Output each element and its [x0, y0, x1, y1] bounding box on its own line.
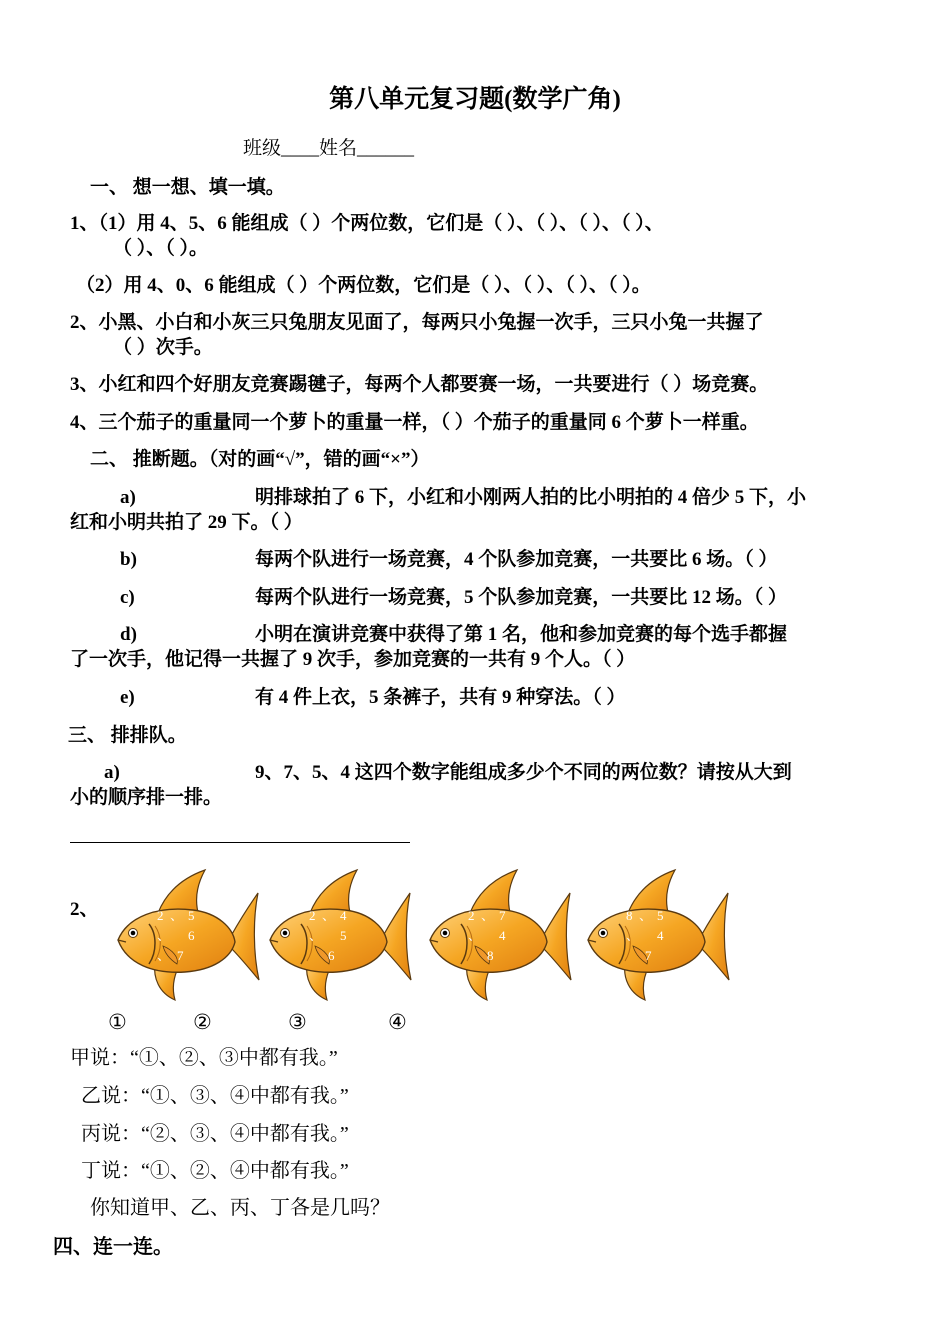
section1-heading: 一、 想一想、填一填。 — [90, 177, 285, 198]
q2-line2: （ ）次手。 — [113, 337, 213, 358]
item-d-line1: 小明在演讲竞赛中获得了第 1 名，他和参加竞赛的每个选手都握 — [255, 624, 788, 645]
fish4-n1: 8 — [626, 908, 633, 923]
class-name-line: 班级____姓名______ — [243, 138, 415, 159]
fish2-n1: 2 — [309, 908, 316, 923]
item-a-line2: 红和小明共拍了 29 下。（ ） — [70, 512, 303, 533]
fish1-n3: 6 — [188, 928, 195, 943]
s3-a-label: a) — [104, 762, 120, 783]
fish3-sep2: 、 — [468, 928, 482, 943]
fish3-n4: 8 — [487, 948, 494, 963]
item-c-label: c) — [120, 587, 135, 608]
item-a-line1: 明排球拍了 6 下，小红和小刚两人拍的比小明拍的 4 倍少 5 下，小 — [255, 487, 807, 508]
s3-q2-label: 2、 — [70, 899, 99, 920]
fish4-number: ④ — [388, 1010, 407, 1034]
q3: 3、小红和四个好朋友竞赛踢毽子，每两个人都要赛一场，一共要进行（ ）场竞赛。 — [70, 374, 769, 395]
page-title: 第八单元复习题(数学广角) — [329, 86, 621, 113]
fish1-n4: 7 — [177, 948, 184, 963]
fish3-n2: 7 — [499, 908, 506, 923]
fish2-n3: 5 — [340, 928, 347, 943]
fish4-sep2: 、 — [626, 928, 640, 943]
q2-line1: 2、小黑、小白和小灰三只兔朋友见面了，每两只小兔握一次手，三只小兔一共握了 — [70, 312, 764, 333]
fish3-sep1: 、 — [481, 908, 495, 923]
answer-line — [70, 842, 410, 843]
fish2-sep1: 、 — [322, 908, 336, 923]
item-b-line1: 每两个队进行一场竞赛，4 个队参加竞赛，一共要比 6 场。（ ） — [255, 549, 778, 570]
fish3-n3: 4 — [499, 928, 506, 943]
fish4-n3: 4 — [657, 928, 664, 943]
section4-heading: 四、连一连。 — [53, 1236, 173, 1258]
q1a-line1: 1、（1）用 4、5、6 能组成（ ）个两位数，它们是（ ）、（ ）、（ ）、（ ）、 — [70, 213, 664, 234]
fish1-sep3: 、 — [157, 948, 171, 963]
fish1-sep2: 、 — [157, 928, 171, 943]
statement-ding: 丁说：“①、②、④中都有我。” — [81, 1160, 349, 1182]
fish1-number: ① — [108, 1010, 127, 1034]
statement-jia: 甲说：“①、②、③中都有我。” — [70, 1047, 338, 1069]
section3-heading: 三、 排排队。 — [68, 725, 187, 746]
fish3-number: ③ — [288, 1010, 307, 1034]
fish3-n1: 2 — [468, 908, 475, 923]
fish1-n1: 2 — [157, 908, 164, 923]
s3-a-line1: 9、7、5、4 这四个数字能组成多少个不同的两位数？请按从大到 — [255, 762, 792, 783]
fish2-sep2: 、 — [309, 928, 323, 943]
fish2-n2: 4 — [340, 908, 347, 923]
fish1-sep1: 、 — [170, 908, 184, 923]
q1a-line2: （ ）、（ ）。 — [113, 238, 209, 259]
q4: 4、三个茄子的重量同一个萝卜的重量一样，（ ）个茄子的重量同 6 个萝卜一样重。 — [70, 412, 759, 433]
item-e-label: e) — [120, 687, 135, 708]
fish4-n4: 7 — [645, 948, 652, 963]
item-d-line2: 了一次手，他记得一共握了 9 次手，参加竞赛的一共有 9 个人。（ ） — [70, 649, 636, 670]
item-b-label: b) — [120, 549, 137, 570]
statement-yi: 乙说：“①、③、④中都有我。” — [81, 1085, 349, 1107]
s3-a-line2: 小的顺序排一排。 — [70, 787, 223, 808]
fish4-sep1: 、 — [639, 908, 653, 923]
fish2-n4: 6 — [328, 948, 335, 963]
item-d-label: d) — [120, 624, 137, 645]
fish4-n2: 5 — [657, 908, 664, 923]
item-a-label: a) — [120, 487, 136, 508]
s3-question: 你知道甲、乙、丙、丁各是几吗？ — [90, 1197, 390, 1219]
fish2-number: ② — [193, 1010, 212, 1034]
fish1-n2: 5 — [188, 908, 195, 923]
section2-heading: 二、 推断题。（对的画“√”，错的画“×”） — [90, 449, 430, 470]
statement-bing: 丙说：“②、③、④中都有我。” — [81, 1123, 349, 1145]
item-c-line1: 每两个队进行一场竞赛，5 个队参加竞赛，一共要比 12 场。（ ） — [255, 587, 788, 608]
q1b: （2）用 4、0、6 能组成（ ）个两位数，它们是（ ）、（ ）、（ ）、（ ）。 — [76, 275, 651, 296]
item-e-line1: 有 4 件上衣，5 条裤子，共有 9 种穿法。（ ） — [255, 687, 626, 708]
